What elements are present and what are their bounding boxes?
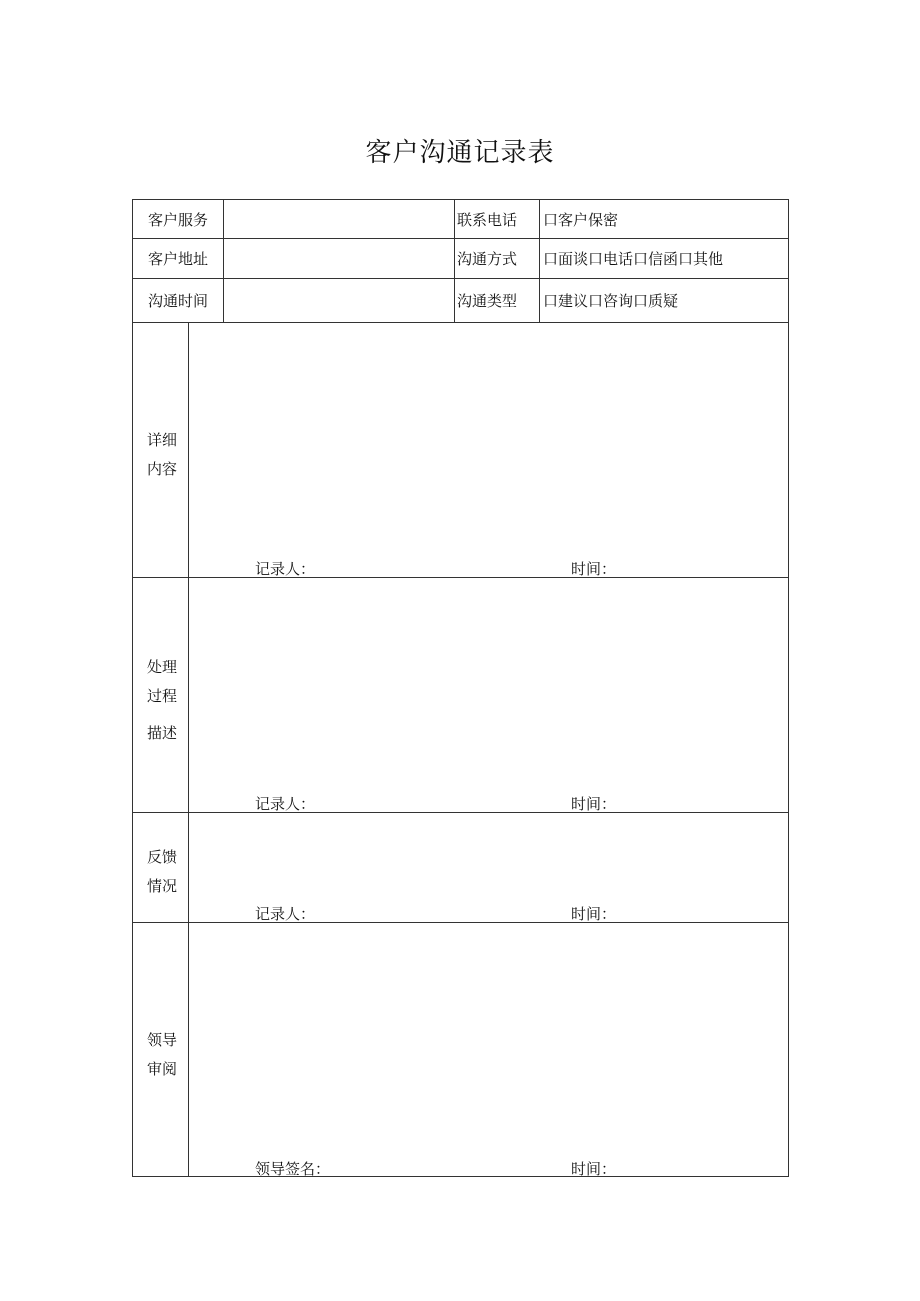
customer-address-label: 客户地址 <box>147 250 208 268</box>
label-line: 反馈 <box>147 848 178 866</box>
detail-content-label <box>133 426 189 484</box>
feedback-label <box>133 843 189 901</box>
leader-time-label: 时间： <box>571 1160 617 1178</box>
communication-type-label: 沟通类型 <box>457 292 518 310</box>
feedback-input[interactable] <box>189 813 788 898</box>
feedback-recorder-label: 记录人： <box>255 905 316 923</box>
detail-time-label: 时间： <box>571 560 617 578</box>
detail-content-input[interactable] <box>189 323 788 553</box>
label-line: 情况 <box>147 877 178 895</box>
customer-address-field[interactable] <box>224 239 454 278</box>
contact-phone-label: 联系电话 <box>457 210 518 229</box>
communication-method-label: 沟通方式 <box>457 250 518 268</box>
process-time-label: 时间： <box>571 795 617 813</box>
label-line: 过程 <box>147 687 178 705</box>
communication-record-form <box>132 199 789 1177</box>
process-recorder-label: 记录人： <box>255 795 316 813</box>
process-description-label <box>133 653 189 748</box>
label-line: 审阅 <box>147 1060 178 1078</box>
customer-confidential-option[interactable]: 口客户保密 <box>543 210 619 229</box>
page-title: 客户沟通记录表 <box>365 138 555 168</box>
label-line: 内容 <box>147 460 178 478</box>
leader-review-input[interactable] <box>189 923 788 1153</box>
communication-time-field[interactable] <box>224 279 454 322</box>
communication-time-label: 沟通时间 <box>147 292 208 310</box>
customer-service-field[interactable] <box>224 200 454 238</box>
leader-signature-label: 领导签名： <box>255 1160 331 1178</box>
process-description-input[interactable] <box>189 578 788 788</box>
label-line: 处理 <box>147 658 178 676</box>
feedback-time-label: 时间： <box>571 905 617 923</box>
label-line: 描述 <box>147 724 178 742</box>
label-line: 详细 <box>147 431 178 449</box>
customer-service-label: 客户服务 <box>147 210 208 229</box>
label-line: 领导 <box>147 1031 178 1049</box>
communication-type-options[interactable]: 口建议口咨询口质疑 <box>543 292 679 310</box>
leader-review-label <box>133 1026 189 1084</box>
detail-recorder-label: 记录人： <box>255 560 316 578</box>
communication-method-options[interactable]: 口面谈口电话口信函口其他 <box>543 250 724 268</box>
